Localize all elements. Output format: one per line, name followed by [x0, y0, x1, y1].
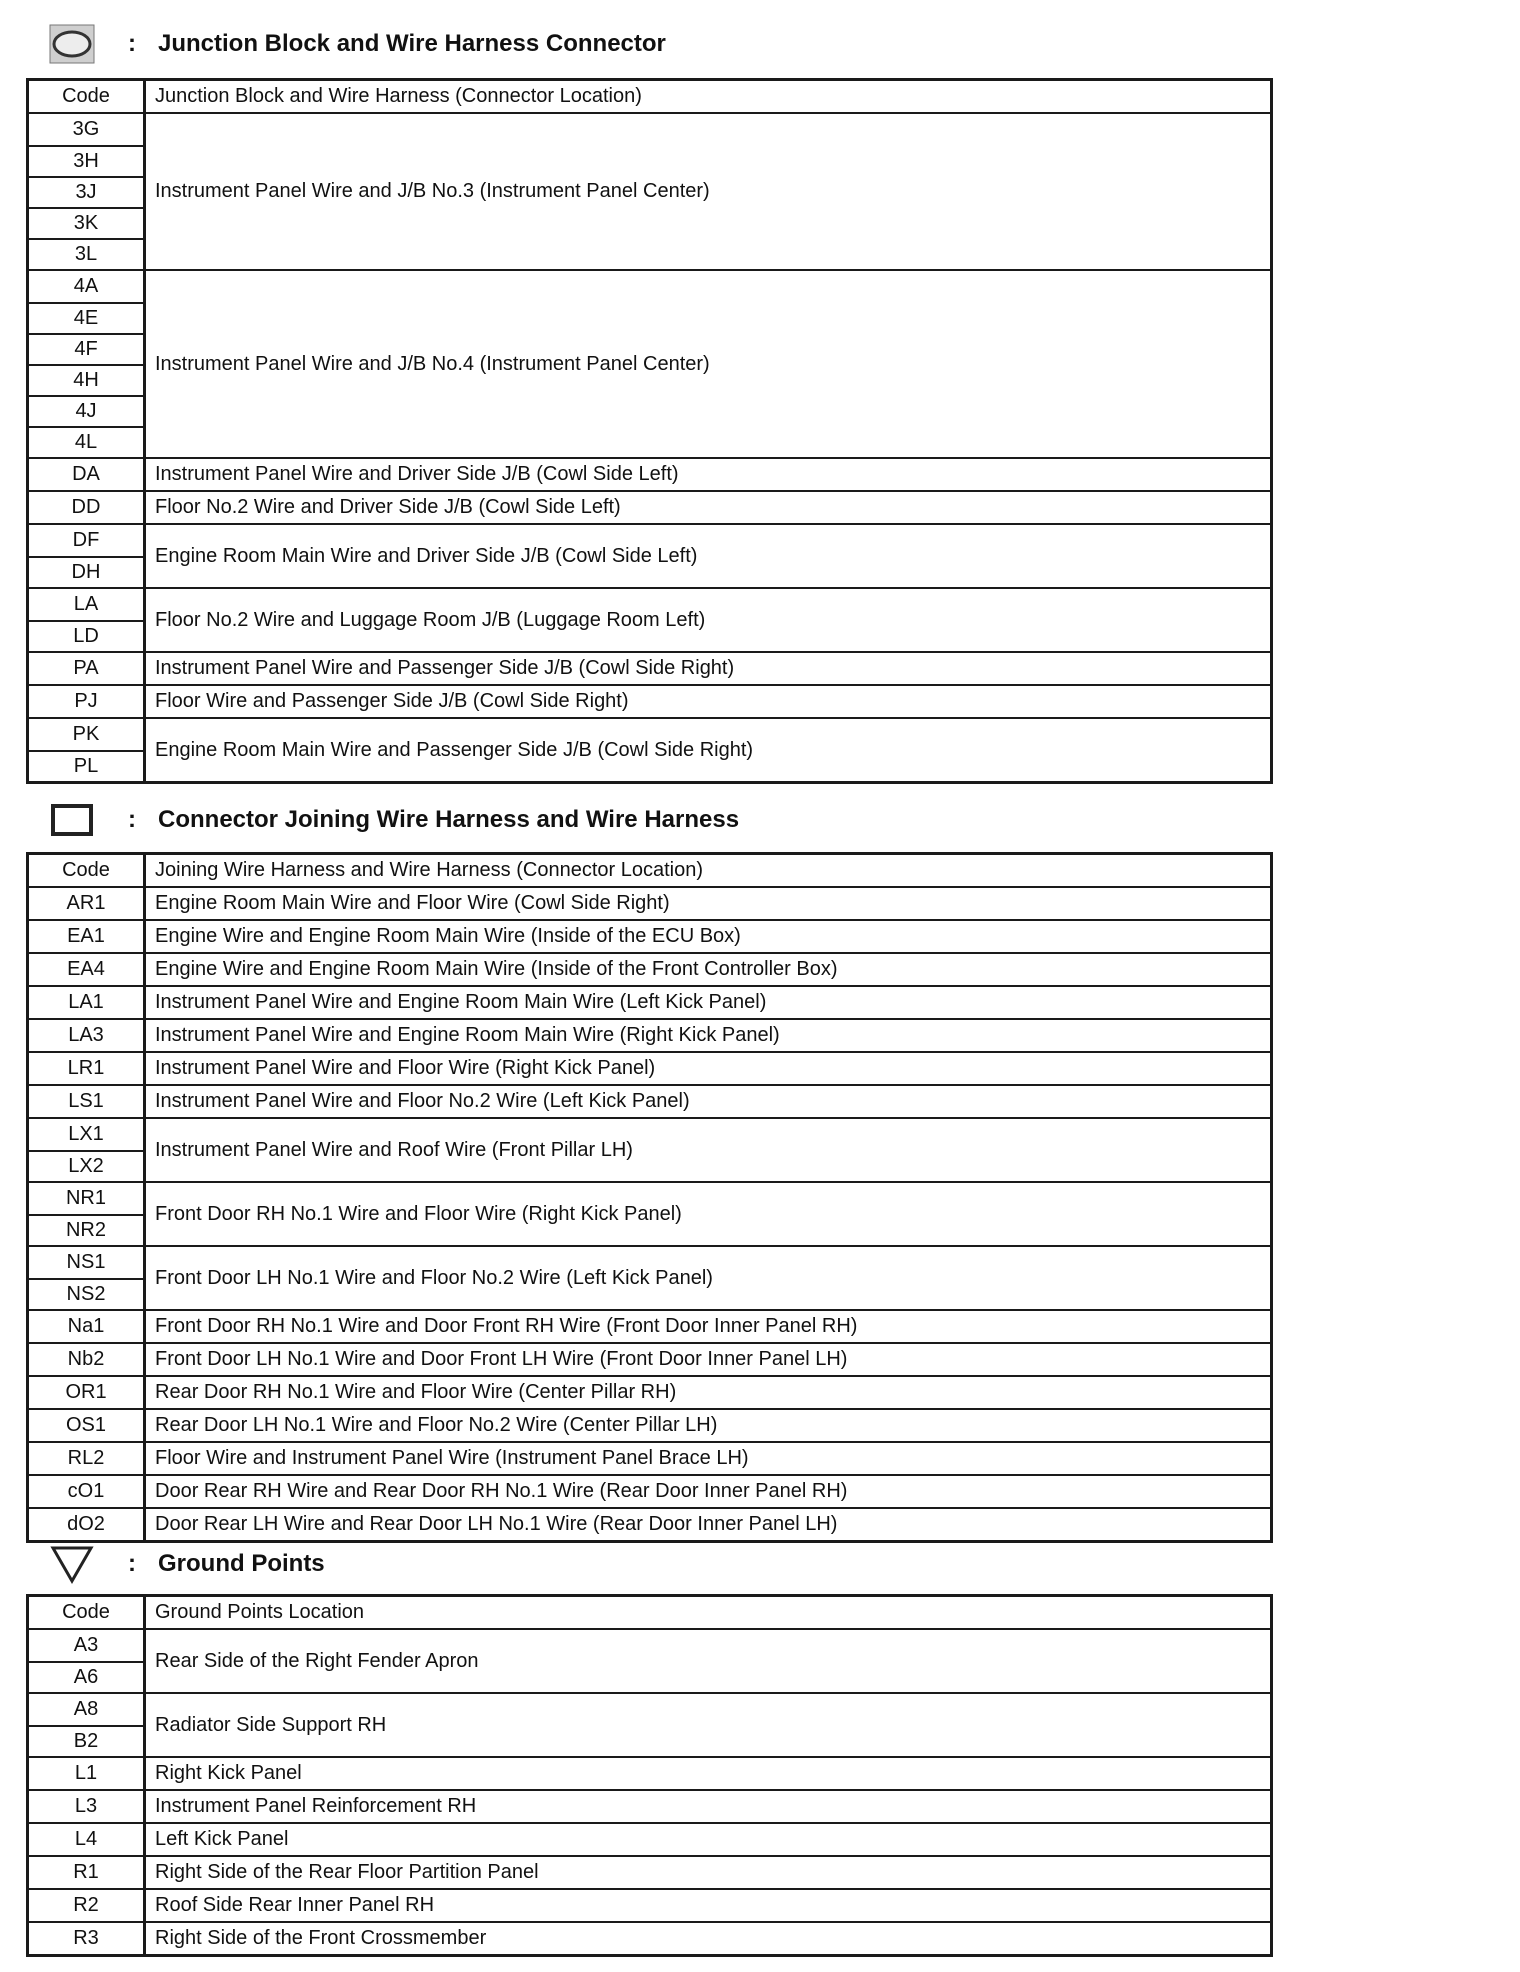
- location-description: Radiator Side Support RH: [155, 1713, 387, 1736]
- connector-code: NS2: [29, 1278, 143, 1309]
- table-row: [29, 886, 1270, 919]
- table-row: [29, 1474, 1270, 1507]
- code-cell-group: [29, 492, 146, 523]
- code-cell-group: [29, 653, 146, 684]
- table-row: [29, 1756, 1270, 1789]
- table-row: [29, 1181, 1270, 1245]
- code-cell-group: [29, 1694, 146, 1756]
- table-row: [29, 1375, 1270, 1408]
- location-description: Engine Room Main Wire and Floor Wire (Cowl Side Right): [155, 892, 670, 914]
- table-header-row: [29, 1597, 1270, 1628]
- connector-code: L4: [74, 1828, 98, 1850]
- location-description: Door Rear RH Wire and Rear Door RH No.1 Wire (Rear Door Inner Panel RH): [155, 1480, 848, 1502]
- table-row: [29, 1507, 1270, 1540]
- code-cell-group: [29, 1119, 146, 1181]
- connector-code: LA: [73, 593, 99, 615]
- code-cell-group: [29, 1247, 146, 1309]
- connector-code: 3G: [72, 118, 100, 140]
- location-description: Instrument Panel Wire and Floor No.2 Wire (Left Kick Panel): [155, 1090, 690, 1112]
- table-row: [29, 269, 1270, 457]
- code-cell-group: [29, 271, 146, 457]
- code-cell-group: [29, 888, 146, 919]
- code-cell-group: [29, 1086, 146, 1117]
- table-row: [29, 952, 1270, 985]
- location-description: Floor No.2 Wire and Luggage Room J/B (Luggage Room Left): [155, 608, 706, 631]
- connector-code: RL2: [67, 1447, 105, 1469]
- location-description: Instrument Panel Wire and Passenger Side J/B (Cowl Side Right): [155, 657, 735, 679]
- location-description: Front Door RH No.1 Wire and Door Front RH Wire (Front Door Inner Panel RH): [155, 1315, 858, 1337]
- table-row: [29, 985, 1270, 1018]
- connector-code: R2: [73, 1894, 99, 1916]
- table-row: [29, 1692, 1270, 1756]
- connector-code: 4F: [29, 333, 143, 364]
- location-description: Instrument Panel Wire and Engine Room Main Wire (Right Kick Panel): [155, 1024, 780, 1046]
- location-description: Instrument Panel Wire and J/B No.3 (Instrument Panel Center): [155, 180, 710, 202]
- separator-colon: :: [128, 1550, 136, 1577]
- location-description: Instrument Panel Wire and J/B No.4 (Instrument Panel Center): [155, 352, 710, 375]
- code-column-header: Code: [62, 1601, 110, 1623]
- connector-code: EA4: [67, 958, 105, 980]
- location-description: Engine Wire and Engine Room Main Wire (Inside of the ECU Box): [155, 925, 741, 947]
- table-row: [29, 1921, 1270, 1954]
- connector-code: dO2: [67, 1513, 105, 1535]
- section-ground-points-heading: [48, 1540, 325, 1588]
- location-description: Rear Door LH No.1 Wire and Floor No.2 Wire (Center Pillar LH): [155, 1414, 718, 1436]
- ground-points-table: [26, 1594, 1273, 1957]
- connector-code: PJ: [74, 690, 98, 712]
- connector-code: L1: [74, 1762, 98, 1784]
- code-cell-group: [29, 1311, 146, 1342]
- location-description: Floor No.2 Wire and Driver Side J/B (Cowl Side Left): [155, 496, 621, 518]
- location-description: Door Rear LH Wire and Rear Door LH No.1 Wire (Rear Door Inner Panel LH): [155, 1513, 838, 1535]
- location-description: Engine Wire and Engine Room Main Wire (Inside of the Front Controller Box): [155, 958, 838, 980]
- code-cell-group: [29, 1410, 146, 1441]
- connector-code: LD: [29, 620, 143, 651]
- connector-code: DD: [71, 496, 101, 518]
- location-column-header: Junction Block and Wire Harness (Connector Location): [155, 85, 642, 107]
- connector-code: 4J: [29, 395, 143, 426]
- code-cell-group: [29, 1183, 146, 1245]
- location-description: Front Door RH No.1 Wire and Floor Wire (Right Kick Panel): [155, 1202, 682, 1225]
- location-column-header: Ground Points Location: [155, 1601, 365, 1623]
- code-cell-group: [29, 525, 146, 587]
- location-description: Floor Wire and Passenger Side J/B (Cowl Side Right): [155, 690, 629, 712]
- table-row: [29, 1888, 1270, 1921]
- connector-code: LR1: [67, 1057, 105, 1079]
- connector-code: 3J: [29, 176, 143, 207]
- location-description: Left Kick Panel: [155, 1828, 289, 1850]
- oval-connector-icon: [48, 24, 96, 64]
- location-description: Front Door LH No.1 Wire and Door Front LH Wire (Front Door Inner Panel LH): [155, 1348, 848, 1370]
- connector-code: B2: [29, 1725, 143, 1756]
- connector-code: DF: [72, 529, 100, 551]
- code-cell-group: [29, 1020, 146, 1051]
- table-row: [29, 1822, 1270, 1855]
- table-row: [29, 1628, 1270, 1692]
- rectangle-connector-icon: [48, 800, 96, 840]
- table-row: [29, 651, 1270, 684]
- location-description: Engine Room Main Wire and Passenger Side J/B (Cowl Side Right): [155, 738, 754, 761]
- connector-code: PA: [73, 657, 99, 679]
- section-title: Ground Points: [158, 1550, 325, 1577]
- table-row: [29, 1309, 1270, 1342]
- connector-code: NR2: [29, 1214, 143, 1245]
- connector-code: DH: [29, 556, 143, 587]
- code-column-header-cell: [29, 855, 146, 886]
- connector-joining-table: [26, 852, 1273, 1543]
- table-row: [29, 919, 1270, 952]
- connector-code: 4A: [73, 275, 99, 297]
- connector-code: 4L: [29, 426, 143, 457]
- code-cell-group: [29, 1443, 146, 1474]
- location-description: Engine Room Main Wire and Driver Side J/B (Cowl Side Left): [155, 544, 698, 567]
- section-connector-joining-heading: [48, 796, 739, 844]
- code-cell-group: [29, 1758, 146, 1789]
- section-title: Junction Block and Wire Harness Connector: [158, 30, 666, 57]
- code-cell-group: [29, 1377, 146, 1408]
- table-row: [29, 1342, 1270, 1375]
- table-row: [29, 112, 1270, 269]
- connector-code: 3K: [29, 207, 143, 238]
- ground-triangle-icon: [48, 1544, 96, 1584]
- table-row: [29, 1789, 1270, 1822]
- location-description: Instrument Panel Reinforcement RH: [155, 1795, 477, 1817]
- location-column-header: Joining Wire Harness and Wire Harness (Connector Location): [155, 859, 704, 881]
- location-description: Rear Side of the Right Fender Apron: [155, 1649, 479, 1672]
- code-cell-group: [29, 954, 146, 985]
- table-row: [29, 684, 1270, 717]
- code-cell-group: [29, 114, 146, 269]
- connector-code: OS1: [65, 1414, 107, 1436]
- code-cell-group: [29, 1053, 146, 1084]
- section-title: Connector Joining Wire Harness and Wire Harness: [158, 806, 740, 833]
- connector-code: PL: [29, 750, 143, 781]
- table-row: [29, 1245, 1270, 1309]
- code-column-header: Code: [62, 85, 110, 107]
- section-junction-block-heading: [48, 20, 666, 68]
- code-column-header-cell: [29, 1597, 146, 1628]
- code-cell-group: [29, 1630, 146, 1692]
- connector-code: DA: [72, 463, 100, 485]
- connector-code: AR1: [66, 892, 106, 914]
- separator-colon: :: [128, 30, 136, 57]
- location-description: Instrument Panel Wire and Floor Wire (Right Kick Panel): [155, 1057, 656, 1079]
- code-cell-group: [29, 1344, 146, 1375]
- code-cell-group: [29, 987, 146, 1018]
- junction-block-table: [26, 78, 1273, 784]
- connector-code: Na1: [67, 1315, 105, 1337]
- table-row: [29, 1408, 1270, 1441]
- table-row: [29, 1084, 1270, 1117]
- location-description: Front Door LH No.1 Wire and Floor No.2 Wire (Left Kick Panel): [155, 1266, 713, 1289]
- connector-code: LX2: [29, 1150, 143, 1181]
- table-row: [29, 457, 1270, 490]
- table-row: [29, 1117, 1270, 1181]
- table-row: [29, 1051, 1270, 1084]
- connector-code: A8: [73, 1698, 99, 1720]
- table-row: [29, 490, 1270, 523]
- location-description: Right Kick Panel: [155, 1762, 302, 1784]
- connector-code: R3: [73, 1927, 99, 1949]
- table-row: [29, 587, 1270, 651]
- connector-code: cO1: [67, 1480, 105, 1502]
- connector-code: Nb2: [67, 1348, 105, 1370]
- connector-code: A6: [29, 1661, 143, 1692]
- location-description: Rear Door RH No.1 Wire and Floor Wire (Center Pillar RH): [155, 1381, 677, 1403]
- connector-code: NS1: [66, 1251, 106, 1273]
- code-cell-group: [29, 1476, 146, 1507]
- connector-code: R1: [73, 1861, 99, 1883]
- code-cell-group: [29, 1923, 146, 1954]
- code-cell-group: [29, 459, 146, 490]
- table-row: [29, 1855, 1270, 1888]
- connector-code: NR1: [65, 1187, 106, 1209]
- code-cell-group: [29, 921, 146, 952]
- location-description: Right Side of the Rear Floor Partition Panel: [155, 1861, 539, 1883]
- code-cell-group: [29, 1509, 146, 1540]
- connector-code: 4E: [29, 302, 143, 333]
- code-column-header: Code: [62, 859, 110, 881]
- connector-code: LA3: [68, 1024, 104, 1046]
- connector-code: A3: [73, 1634, 99, 1656]
- table-row: [29, 717, 1270, 781]
- location-description: Instrument Panel Wire and Roof Wire (Front Pillar LH): [155, 1138, 633, 1161]
- location-description: Right Side of the Front Crossmember: [155, 1927, 487, 1949]
- separator-colon: :: [128, 806, 136, 833]
- connector-code: OR1: [65, 1381, 107, 1403]
- connector-code: LS1: [68, 1090, 104, 1112]
- location-description: Instrument Panel Wire and Engine Room Main Wire (Left Kick Panel): [155, 991, 767, 1013]
- connector-code: LA1: [68, 991, 104, 1013]
- code-cell-group: [29, 589, 146, 651]
- code-column-header-cell: [29, 81, 146, 112]
- location-description: Floor Wire and Instrument Panel Wire (Instrument Panel Brace LH): [155, 1447, 749, 1469]
- location-description: Roof Side Rear Inner Panel RH: [155, 1894, 435, 1916]
- code-cell-group: [29, 1824, 146, 1855]
- connector-code: 4H: [29, 364, 143, 395]
- code-cell-group: [29, 1791, 146, 1822]
- connector-code: 3H: [29, 145, 143, 176]
- code-cell-group: [29, 686, 146, 717]
- code-cell-group: [29, 1857, 146, 1888]
- code-cell-group: [29, 1890, 146, 1921]
- connector-code: L3: [74, 1795, 98, 1817]
- code-cell-group: [29, 719, 146, 781]
- connector-code: PK: [72, 723, 100, 745]
- connector-code: 3L: [29, 238, 143, 269]
- connector-code: LX1: [68, 1123, 104, 1145]
- table-header-row: [29, 81, 1270, 112]
- table-row: [29, 1018, 1270, 1051]
- location-description: Instrument Panel Wire and Driver Side J/B (Cowl Side Left): [155, 463, 679, 485]
- table-row: [29, 523, 1270, 587]
- table-header-row: [29, 855, 1270, 886]
- connector-code: EA1: [67, 925, 105, 947]
- table-row: [29, 1441, 1270, 1474]
